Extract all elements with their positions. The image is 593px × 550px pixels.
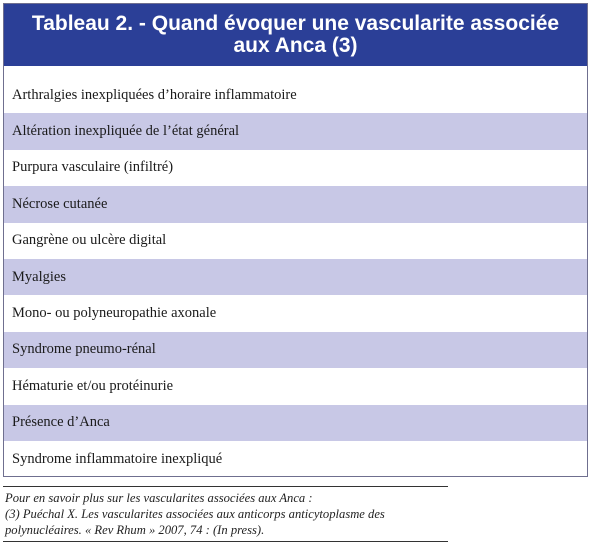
table-row: Syndrome inflammatoire inexpliqué xyxy=(12,450,223,467)
table-title-line-1: Tableau 2. - Quand évoquer une vascularite associée xyxy=(31,12,560,35)
footnote xyxy=(3,486,448,542)
table-title xyxy=(4,4,587,66)
table-row: Mono- ou polyneuropathie axonale xyxy=(12,305,217,322)
table-panel xyxy=(3,3,588,477)
table-title-line-2: aux Anca (3) xyxy=(233,34,358,57)
table-row: Gangrène ou ulcère digital xyxy=(12,232,167,249)
table-row: Présence d’Anca xyxy=(4,405,587,441)
table-row: Myalgies xyxy=(4,259,587,295)
table-row: Nécrose cutanée xyxy=(4,186,587,222)
table-row: Altération inexpliquée de l’état général xyxy=(4,113,587,149)
footnote-line-1: Pour en savoir plus sur les vascularites associées aux Anca : xyxy=(5,491,313,505)
footnote-line-3: polynucléaires. « Rev Rhum » 2007, 74 : (In press). xyxy=(5,523,265,537)
table-row: Purpura vasculaire (infiltré) xyxy=(12,159,174,176)
footnote-line-2: (3) Puéchal X. Les vascularites associées aux anticorps anticytoplasme des xyxy=(5,507,385,521)
table-row: Arthralgies inexpliquées d’horaire inflammatoire xyxy=(12,86,297,103)
table-rows xyxy=(4,77,587,477)
table-row: Syndrome pneumo-rénal xyxy=(4,332,587,368)
table-row: Hématurie et/ou protéinurie xyxy=(12,377,174,394)
